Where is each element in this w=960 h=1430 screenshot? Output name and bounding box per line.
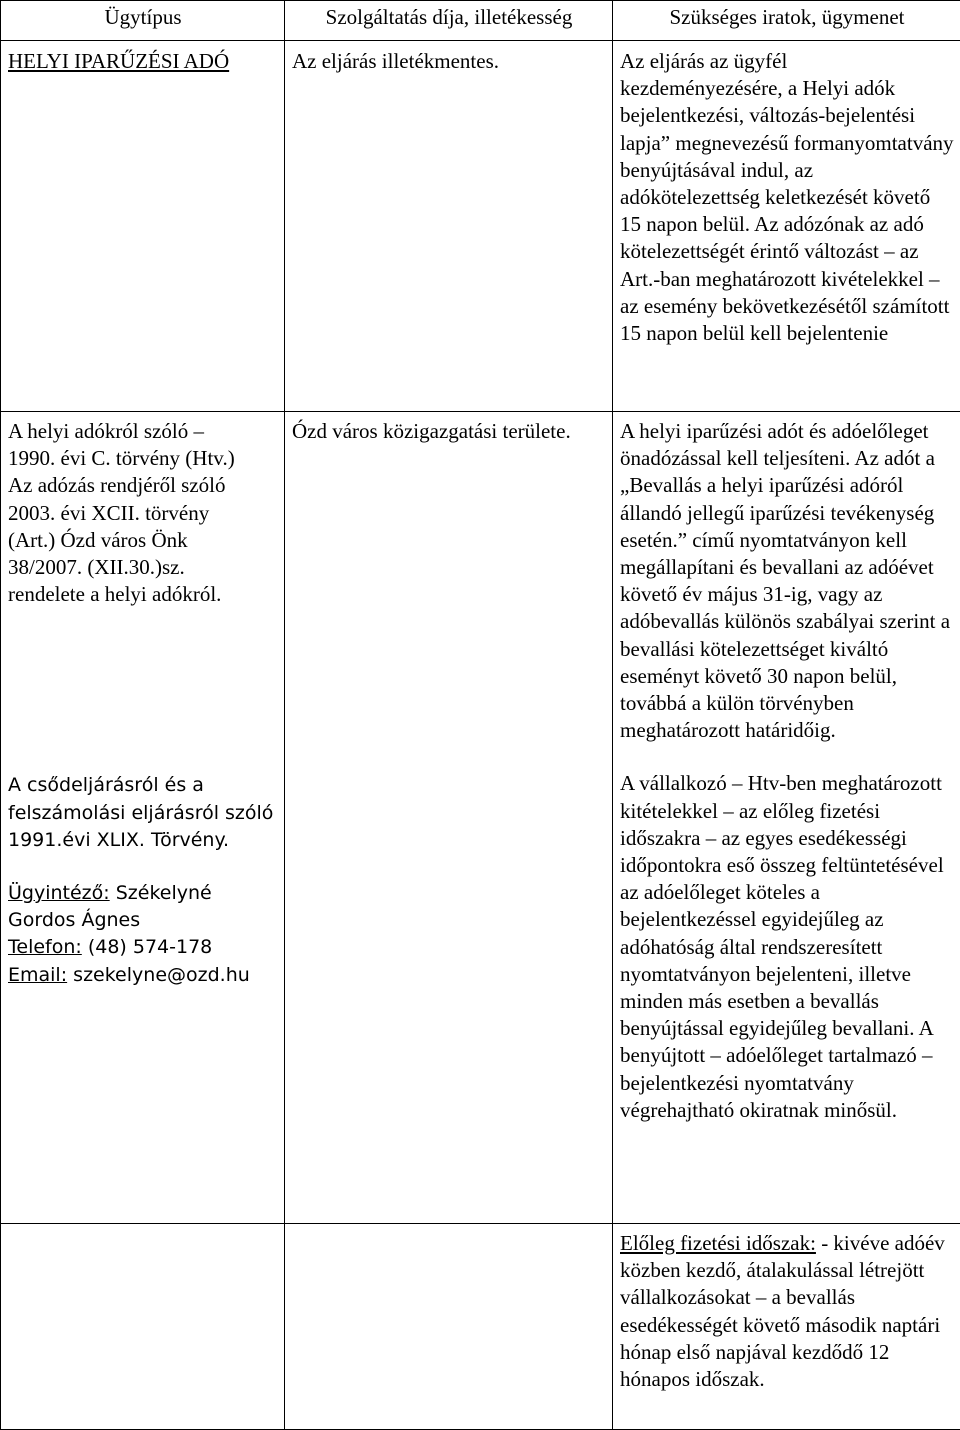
period-text: - kivéve adóév közben kezdő, átalakulással létrejött vállalkozásokat – a bevallás esedékességét követő második naptári hónap első napjával kezdődő 12 hónapos időszak. xyxy=(620,1231,945,1391)
period-cell xyxy=(613,1224,960,1430)
officer-label: Ügyintéző: xyxy=(8,882,110,904)
empty-cell-1 xyxy=(1,1224,285,1430)
contact-block xyxy=(8,880,278,989)
laws-list: A helyi adókról szóló – 1990. évi C. törvény (Htv.) Az adózás rendjéről szóló 2003. évi XCII. törvény (Art.) Ózd város Önk 38/2007. (XII.30.)sz. rendelete a helyi adókról. xyxy=(8,418,248,608)
fee-cell xyxy=(285,41,613,412)
bankruptcy-law: A csődeljárásról és a felszámolási eljárásról szóló 1991.évi XLIX. Törvény. xyxy=(8,772,278,854)
case-type-label: HELYI IPARŰZÉSI ADÓ xyxy=(8,49,229,73)
row-tax-type xyxy=(1,41,960,412)
laws-cell xyxy=(1,412,285,1224)
jurisdiction-text: Ózd város közigazgatási területe. xyxy=(292,419,571,443)
phone-label: Telefon: xyxy=(8,936,82,958)
row-details xyxy=(1,412,960,1224)
row-period xyxy=(1,1224,960,1430)
phone-number[interactable]: (48) 574-178 xyxy=(88,936,212,958)
procedure-text: Az eljárás az ügyfél kezdeményezésére, a Helyi adók bejelentkezési, változás-bejelentési lapja” megnevezésű formanyomtatvány benyújtásával indul, az adókötelezettség keletkezését követő 15 napon belül. Az adózónak az adó kötelezettségét érintő változást – az Art.-ban meghatározott kivételekkel – az esemény bekövetkezésétől számított 15 napon belül kell bejelentenie xyxy=(620,49,954,345)
officer-name: Székelyné Gordos Ágnes xyxy=(8,882,212,931)
email-address[interactable]: szekelyne@ozd.hu xyxy=(73,964,250,986)
header-row xyxy=(1,1,960,41)
header-fee: Szolgáltatás díja, illetékesség xyxy=(285,1,613,41)
case-type-title xyxy=(1,41,285,412)
jurisdiction-cell xyxy=(285,412,613,1224)
email-label: Email: xyxy=(8,964,67,986)
advance-payment-text: A vállalkozó – Htv-ben meghatározott kitételekkel – az előleg fizetési időszakra – az egyes esedékességi időpontokra eső összeg feltüntetésével az adóelőleget köteles a bejelentkezéssel egyidejűleg az adóhatóság által rendszeresített nyomtatványon bejelenteni, illetve minden más esetben a bevallás benyújtással egyidejűleg bevallani. A benyújtott – adóelőleget tartalmazó – bejelentkezési nyomtatvány végrehajtható okiratnak minősül. xyxy=(620,770,954,1124)
self-assessment-text: A helyi iparűzési adót és adóelőleget önadózással kell teljesíteni. Az adót a „Bevallás a helyi iparűzési adóról állandó jellegű iparűzési tevékenység esetén.” című nyomtatványon kell megállapítani és bevallani az adóévet követő év május 31-ig, vagy az adóbevallás különös szabályai szerint a bevallási kötelezettséget kiváltó eseményt követő 30 napon belül, továbbá a külön törvényben meghatározott határidőig. xyxy=(620,418,954,744)
header-documents: Szükséges iratok, ügymenet xyxy=(613,1,960,41)
empty-cell-2 xyxy=(285,1224,613,1430)
procedure-details-cell xyxy=(613,412,960,1224)
fee-text: Az eljárás illetékmentes. xyxy=(292,49,499,73)
procedure-cell xyxy=(613,41,960,412)
header-case-type: Ügytípus xyxy=(1,1,285,41)
period-label: Előleg fizetési időszak: xyxy=(620,1231,816,1255)
